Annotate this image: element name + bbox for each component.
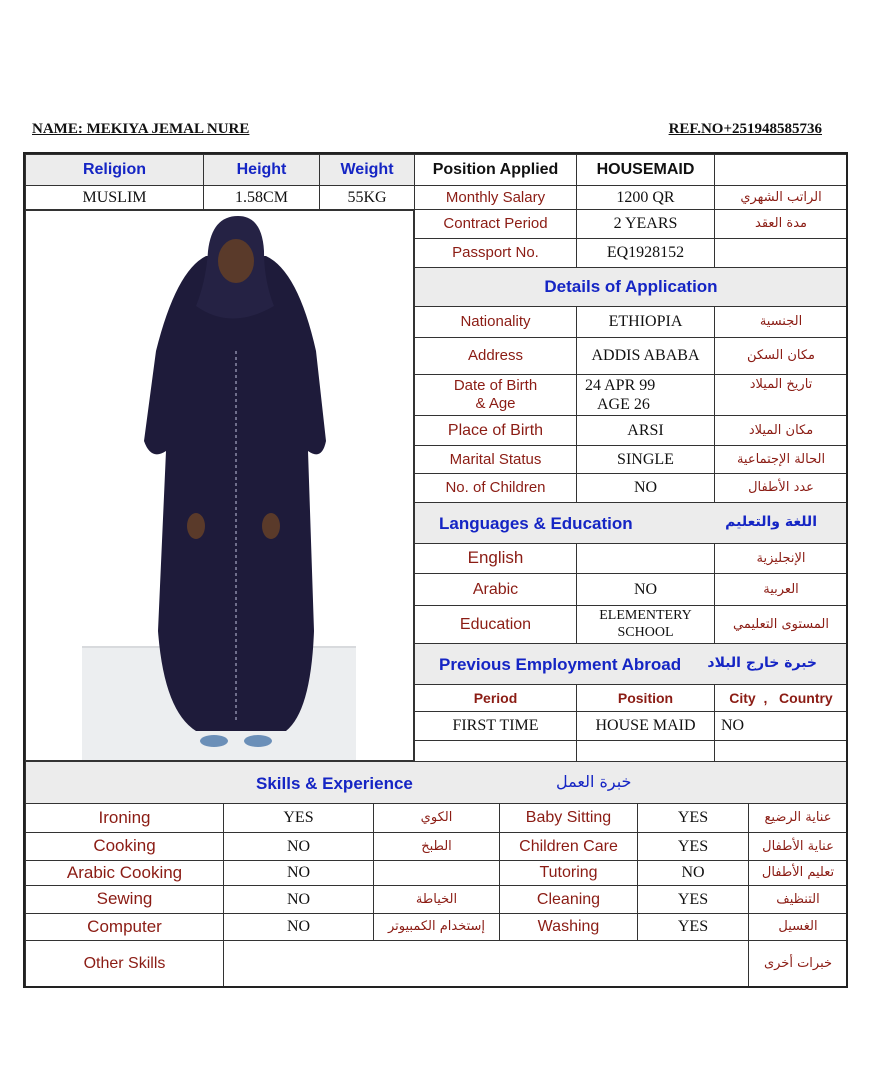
birthplace-label: Place of Birth (414, 415, 577, 446)
skill-value: YES (637, 832, 749, 861)
nationality-label: Nationality (414, 306, 577, 338)
languages-title-arabic: اللغة والتعليم (725, 514, 817, 530)
employment-title: Previous Employment Abroad (439, 655, 682, 674)
empty-cell (414, 740, 577, 762)
address-value: ADDIS ABABA (576, 337, 715, 375)
skills-title: Skills & Experience (256, 774, 413, 793)
empty-cell (714, 238, 848, 268)
contract-period-label: Contract Period (414, 209, 577, 239)
address-label: Address (414, 337, 577, 375)
skill-value: NO (223, 832, 374, 861)
contract-period-value: 2 YEARS (576, 209, 715, 239)
dob-arabic: تاريخ الميلاد (714, 374, 848, 416)
employment-period: FIRST TIME (414, 711, 577, 741)
education-arabic: المستوى التعليمي (714, 605, 848, 644)
position-applied-value: HOUSEMAID (576, 154, 715, 186)
skill-value: NO (223, 885, 374, 914)
dob-label-line2: & Age (475, 395, 516, 412)
arabic-arabic: العربية (714, 573, 848, 606)
nationality-arabic: الجنسية (714, 306, 848, 338)
birthplace-value: ARSI (576, 415, 715, 446)
weight-header: Weight (319, 154, 415, 186)
candidate-name: NAME: MEKIYA JEMAL NURE (32, 121, 250, 137)
other-skills-arabic: خبرات أخرى (748, 940, 848, 988)
skill-value: NO (637, 860, 749, 886)
height-value: 1.58CM (203, 185, 320, 210)
skill-arabic: الكوي (373, 803, 500, 833)
education-label: Education (414, 605, 577, 644)
dress (144, 256, 326, 731)
education-value (576, 605, 715, 644)
religion-header: Religion (25, 154, 204, 186)
marital-status-value: SINGLE (576, 445, 715, 474)
height-header: Height (203, 154, 320, 186)
period-column-header: Period (414, 684, 577, 712)
details-section-title: Details of Application (414, 267, 848, 307)
employment-title-arabic: خبرة خارج البلاد (707, 655, 817, 671)
skill-value: YES (637, 803, 749, 833)
education-value-line2: SCHOOL (617, 624, 674, 640)
skill-value: NO (223, 913, 374, 941)
english-label: English (414, 543, 577, 574)
passport-label: Passport No. (414, 238, 577, 268)
passport-value: EQ1928152 (576, 238, 715, 268)
marital-status-arabic: الحالة الإجتماعية (714, 445, 848, 474)
age-value: AGE 26 (597, 396, 650, 414)
english-value (576, 543, 715, 574)
skill-value: NO (223, 860, 374, 886)
position-column-header: Position (576, 684, 715, 712)
skill-value: YES (637, 885, 749, 914)
skill-label: Cooking (25, 832, 224, 861)
skill-arabic: الطبخ (373, 832, 500, 861)
reference-number: REF.NO+251948585736 (668, 121, 822, 137)
dob-label (414, 374, 577, 416)
employment-position: HOUSE MAID (576, 711, 715, 741)
skill-arabic: عناية الرضيع (748, 803, 848, 833)
position-applied-label: Position Applied (414, 154, 577, 186)
skill-label: Cleaning (499, 885, 638, 914)
skills-title-arabic: خبرة العمل (556, 772, 632, 791)
children-arabic: عدد الأطفال (714, 473, 848, 503)
religion-value: MUSLIM (25, 185, 204, 210)
skill-arabic: إستخدام الكمبيوتر (373, 913, 500, 941)
skill-label: Tutoring (499, 860, 638, 886)
marital-status-label: Marital Status (414, 445, 577, 474)
dob-date: 24 APR 99 (585, 377, 656, 394)
skill-label: Washing (499, 913, 638, 941)
skill-label: Children Care (499, 832, 638, 861)
arabic-label: Arabic (414, 573, 577, 606)
other-skills-value (223, 940, 749, 988)
dob-label-line1: Date of Birth (453, 377, 538, 394)
employment-city: NO (714, 711, 848, 741)
languages-section-title (414, 502, 848, 544)
dob-value (576, 374, 715, 416)
empty-cell (714, 740, 848, 762)
salary-arabic: الراتب الشهري (714, 185, 848, 210)
address-arabic: مكان السكن (714, 337, 848, 375)
skill-arabic: الخياطة (373, 885, 500, 914)
employment-section-title (414, 643, 848, 685)
contract-period-arabic: مدة العقد (714, 209, 848, 239)
empty-cell (576, 740, 715, 762)
skill-label: Sewing (25, 885, 224, 914)
application-form (23, 152, 848, 988)
birthplace-arabic: مكان الميلاد (714, 415, 848, 446)
skill-arabic: التنظيف (748, 885, 848, 914)
skill-arabic (373, 860, 500, 886)
arabic-value: NO (576, 573, 715, 606)
skill-value: YES (637, 913, 749, 941)
skill-arabic: الغسيل (748, 913, 848, 941)
candidate-photo (25, 210, 414, 761)
face (218, 239, 254, 283)
skill-label: Arabic Cooking (25, 860, 224, 886)
skill-label: Ironing (25, 803, 224, 833)
weight-value: 55KG (319, 185, 415, 210)
languages-title: Languages & Education (439, 514, 633, 533)
city-country-column-header: City , Country (714, 684, 848, 712)
nationality-value: ETHIOPIA (576, 306, 715, 338)
other-skills-label: Other Skills (25, 940, 224, 988)
children-value: NO (576, 473, 715, 503)
skill-label: Baby Sitting (499, 803, 638, 833)
salary-label: Monthly Salary (414, 185, 577, 210)
skills-section-title (25, 761, 848, 804)
children-label: No. of Children (414, 473, 577, 503)
education-value-line1: ELEMENTERY (599, 608, 692, 624)
skill-arabic: عناية الأطفال (748, 832, 848, 861)
salary-value: 1200 QR (576, 185, 715, 210)
empty-cell (714, 154, 848, 186)
candidate-photo-illustration (26, 211, 414, 761)
skill-value: YES (223, 803, 374, 833)
skill-label: Computer (25, 913, 224, 941)
english-arabic: الإنجليزية (714, 543, 848, 574)
skill-arabic: تعليم الأطفال (748, 860, 848, 886)
